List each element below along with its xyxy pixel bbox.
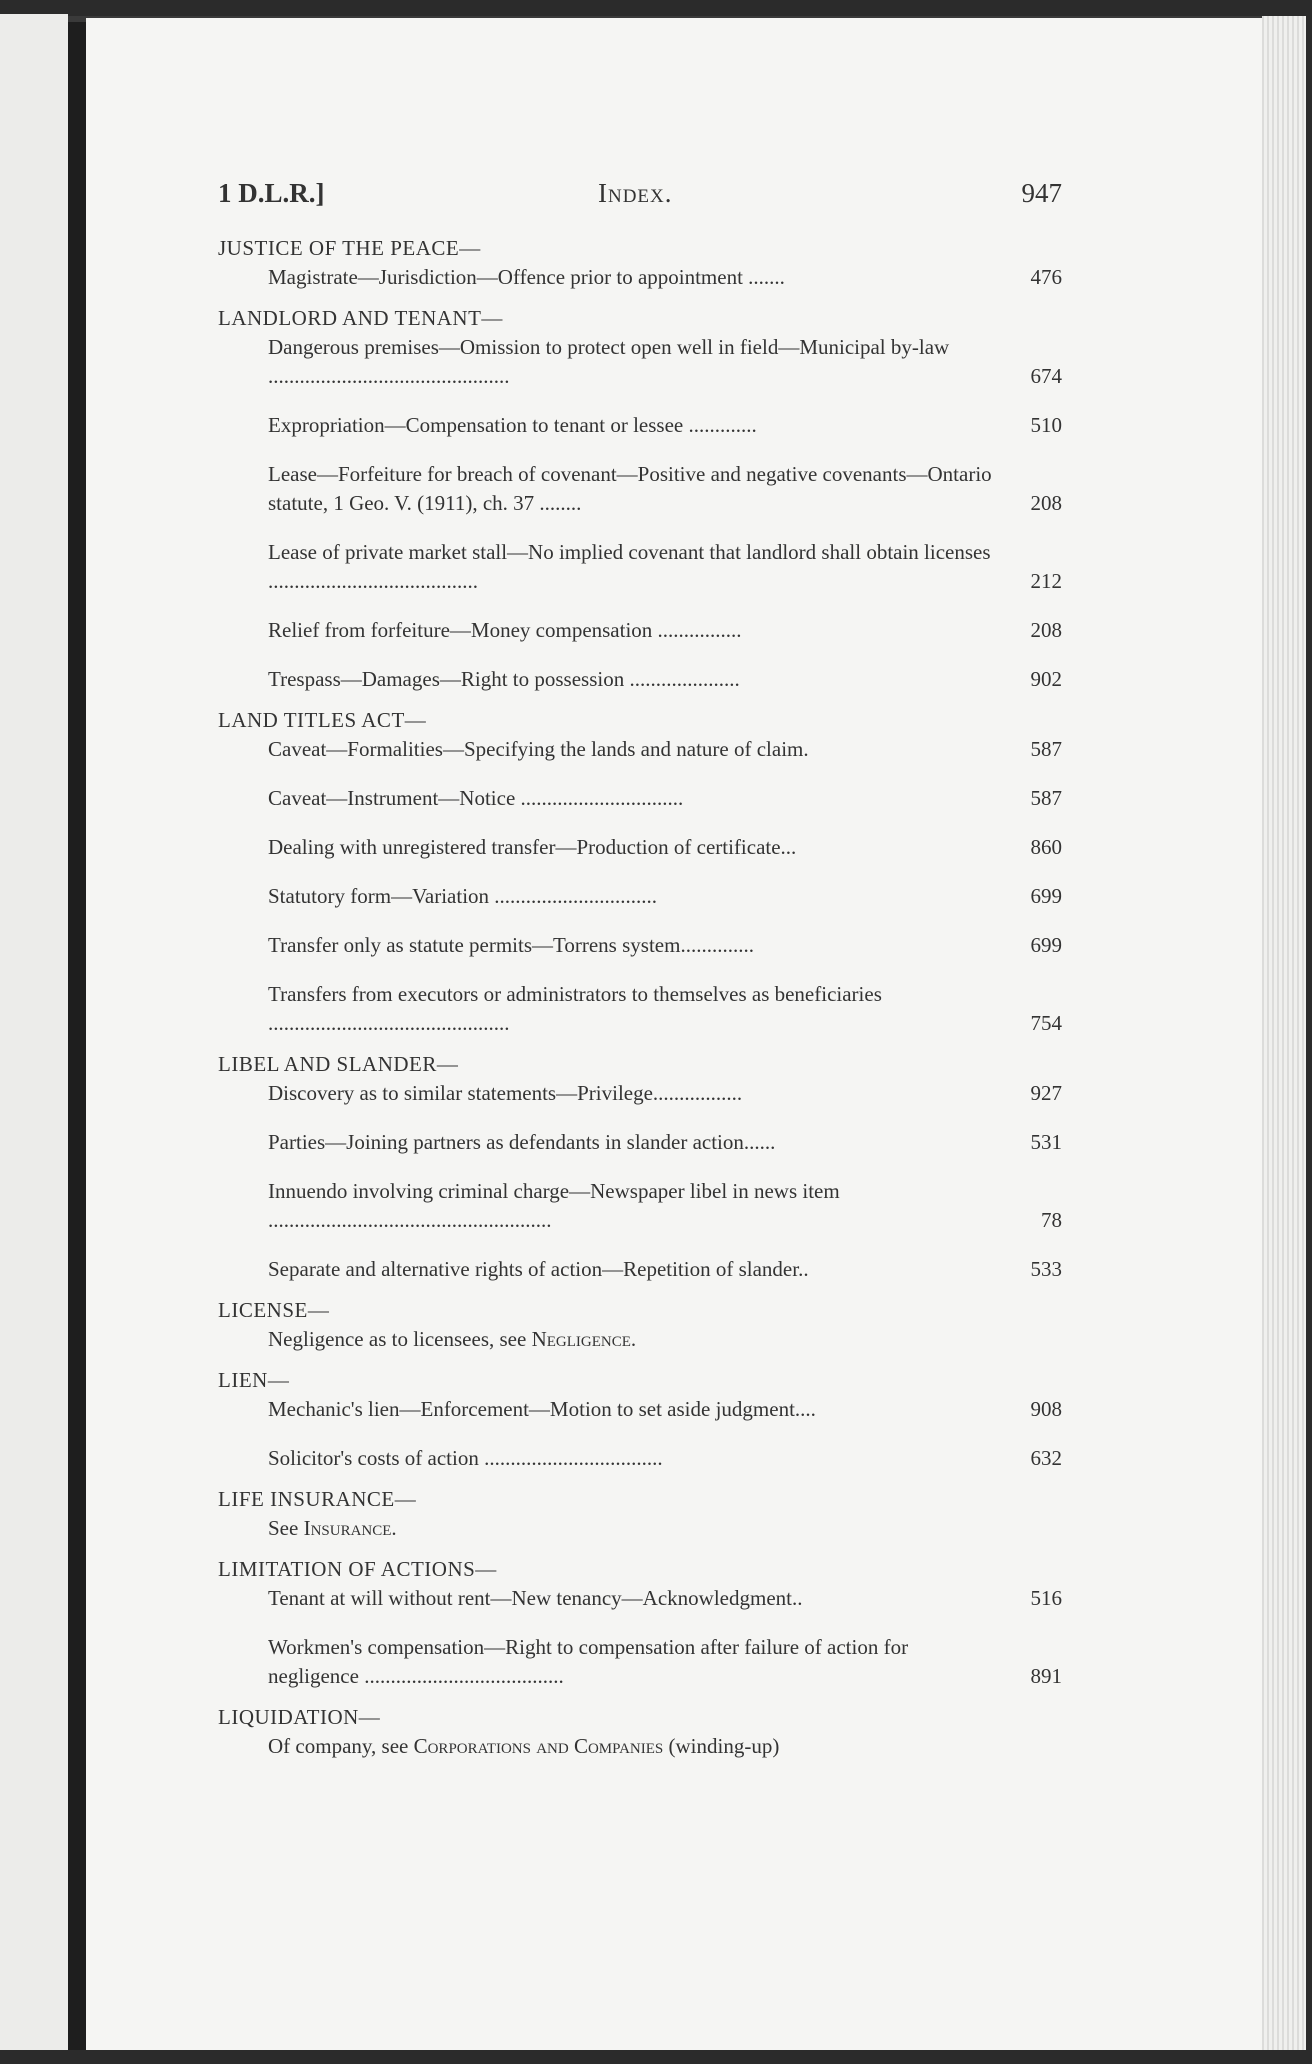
entry-text: Dangerous premises—Omission to protect open well in field—Municipal by-law .............................................. bbox=[268, 335, 950, 388]
entry-text: Innuendo involving criminal charge—Newspaper libel in news item ...................................................... bbox=[268, 1179, 840, 1232]
index-entry bbox=[268, 1177, 1062, 1235]
facing-page-edge bbox=[0, 14, 68, 2054]
running-header bbox=[218, 178, 1062, 218]
page-number: 947 bbox=[1021, 178, 1062, 208]
section-heading: LANDLORD AND TENANT— bbox=[218, 306, 503, 330]
section-heading: JUSTICE OF THE PEACE— bbox=[218, 236, 481, 260]
entry-text: Mechanic's lien—Enforcement—Motion to set aside judgment.... bbox=[268, 1397, 816, 1421]
entry-page-number: 699 bbox=[1030, 884, 1062, 908]
index-entry bbox=[268, 263, 1062, 292]
index-section bbox=[218, 706, 1062, 1038]
index-section bbox=[218, 234, 1062, 292]
index-entry bbox=[268, 833, 1062, 862]
entry-text: Caveat—Formalities—Specifying the lands and nature of claim. bbox=[268, 737, 809, 761]
entry-page-number: 212 bbox=[1030, 569, 1062, 593]
index-content bbox=[218, 234, 1062, 1761]
entry-page-number: 902 bbox=[1030, 667, 1062, 691]
index-section bbox=[218, 1555, 1062, 1691]
page-title: Index. bbox=[598, 178, 673, 208]
index-entry bbox=[268, 1584, 1062, 1613]
entry-text: See Insurance. bbox=[268, 1516, 397, 1540]
entry-text: Discovery as to similar statements—Privilege................. bbox=[268, 1081, 743, 1105]
entry-page-number: 533 bbox=[1030, 1257, 1062, 1281]
entry-page-number: 78 bbox=[1041, 1208, 1062, 1232]
index-entry bbox=[268, 333, 1062, 391]
index-section bbox=[218, 1703, 1062, 1761]
entry-page-number: 860 bbox=[1030, 835, 1062, 859]
entry-page-number: 908 bbox=[1030, 1397, 1062, 1421]
entry-page-number: 927 bbox=[1030, 1081, 1062, 1105]
entry-text: Relief from forfeiture—Money compensation ................ bbox=[268, 618, 742, 642]
entry-page-number: 674 bbox=[1030, 364, 1062, 388]
entry-text: Solicitor's costs of action .................................. bbox=[268, 1446, 663, 1470]
entry-page-number: 510 bbox=[1030, 413, 1062, 437]
page-edges bbox=[1262, 16, 1308, 2054]
entry-page-number: 587 bbox=[1030, 737, 1062, 761]
entry-page-number: 587 bbox=[1030, 786, 1062, 810]
entry-page-number: 891 bbox=[1030, 1664, 1062, 1688]
entry-text: Transfer only as statute permits—Torrens system.............. bbox=[268, 933, 754, 957]
volume-reference: 1 D.L.R.] bbox=[218, 178, 325, 208]
entry-page-number: 516 bbox=[1030, 1586, 1062, 1610]
entry-text: Dealing with unregistered transfer—Production of certificate... bbox=[268, 835, 797, 859]
index-entry bbox=[268, 1079, 1062, 1108]
index-entry bbox=[268, 616, 1062, 645]
scan-top-border bbox=[0, 0, 1312, 16]
index-entry bbox=[268, 411, 1062, 440]
index-entry bbox=[268, 980, 1062, 1038]
entry-text: Negligence as to licensees, see Negligence. bbox=[268, 1327, 637, 1351]
entry-text: Lease—Forfeiture for breach of covenant—Positive and negative covenants—Ontario statute, 1 Geo. V. (1911), ch. 37 ........ bbox=[268, 462, 992, 515]
section-heading: LIBEL AND SLANDER— bbox=[218, 1052, 459, 1076]
entry-text: Statutory form—Variation ............................... bbox=[268, 884, 658, 908]
index-section bbox=[218, 1485, 1062, 1543]
entry-text: Tenant at will without rent—New tenancy—Acknowledgment.. bbox=[268, 1586, 803, 1610]
entry-text: Of company, see Corporations and Companies (winding-up) bbox=[268, 1734, 780, 1758]
entry-page-number: 632 bbox=[1030, 1446, 1062, 1470]
index-entry bbox=[268, 665, 1062, 694]
entry-text: Expropriation—Compensation to tenant or lessee ............. bbox=[268, 413, 757, 437]
index-entry bbox=[268, 1633, 1062, 1691]
book-spine-shadow bbox=[68, 22, 86, 2054]
entry-text: Caveat—Instrument—Notice ............................... bbox=[268, 786, 684, 810]
section-heading: LICENSE— bbox=[218, 1298, 330, 1322]
entry-text: Lease of private market stall—No implied covenant that landlord shall obtain licenses ........................................ bbox=[268, 540, 991, 593]
entry-page-number: 208 bbox=[1030, 618, 1062, 642]
index-entry bbox=[268, 1128, 1062, 1157]
entry-page-number: 531 bbox=[1030, 1130, 1062, 1154]
index-section bbox=[218, 1050, 1062, 1284]
entry-text: Separate and alternative rights of action—Repetition of slander.. bbox=[268, 1257, 809, 1281]
entry-text: Trespass—Damages—Right to possession ..................... bbox=[268, 667, 740, 691]
index-entry bbox=[268, 1395, 1062, 1424]
index-entry bbox=[268, 538, 1062, 596]
index-entry bbox=[268, 1255, 1062, 1284]
section-heading: LAND TITLES ACT— bbox=[218, 708, 427, 732]
section-heading: LIEN— bbox=[218, 1368, 290, 1392]
index-section bbox=[218, 1296, 1062, 1354]
scan-bottom-border bbox=[0, 2050, 1312, 2064]
scan-right-border bbox=[1306, 0, 1312, 2064]
index-entry bbox=[268, 1444, 1062, 1473]
entry-page-number: 476 bbox=[1030, 265, 1062, 289]
index-entry bbox=[268, 460, 1062, 518]
index-entry bbox=[268, 784, 1062, 813]
index-entry bbox=[268, 1514, 1062, 1543]
entry-text: Magistrate—Jurisdiction—Offence prior to appointment ....... bbox=[268, 265, 785, 289]
entry-page-number: 208 bbox=[1030, 491, 1062, 515]
index-entry bbox=[268, 1325, 1062, 1354]
index-entry bbox=[268, 882, 1062, 911]
index-entry bbox=[268, 1732, 1062, 1761]
index-section bbox=[218, 1366, 1062, 1473]
entry-page-number: 754 bbox=[1030, 1011, 1062, 1035]
entry-page-number: 699 bbox=[1030, 933, 1062, 957]
entry-text: Transfers from executors or administrators to themselves as beneficiaries .............................................. bbox=[268, 982, 882, 1035]
section-heading: LIFE INSURANCE— bbox=[218, 1487, 417, 1511]
section-heading: LIQUIDATION— bbox=[218, 1705, 381, 1729]
section-heading: LIMITATION OF ACTIONS— bbox=[218, 1557, 497, 1581]
index-entry bbox=[268, 931, 1062, 960]
entry-text: Workmen's compensation—Right to compensation after failure of action for negligence ...................................... bbox=[268, 1635, 909, 1688]
index-section bbox=[218, 304, 1062, 694]
entry-text: Parties—Joining partners as defendants in slander action...... bbox=[268, 1130, 776, 1154]
index-entry bbox=[268, 735, 1062, 764]
